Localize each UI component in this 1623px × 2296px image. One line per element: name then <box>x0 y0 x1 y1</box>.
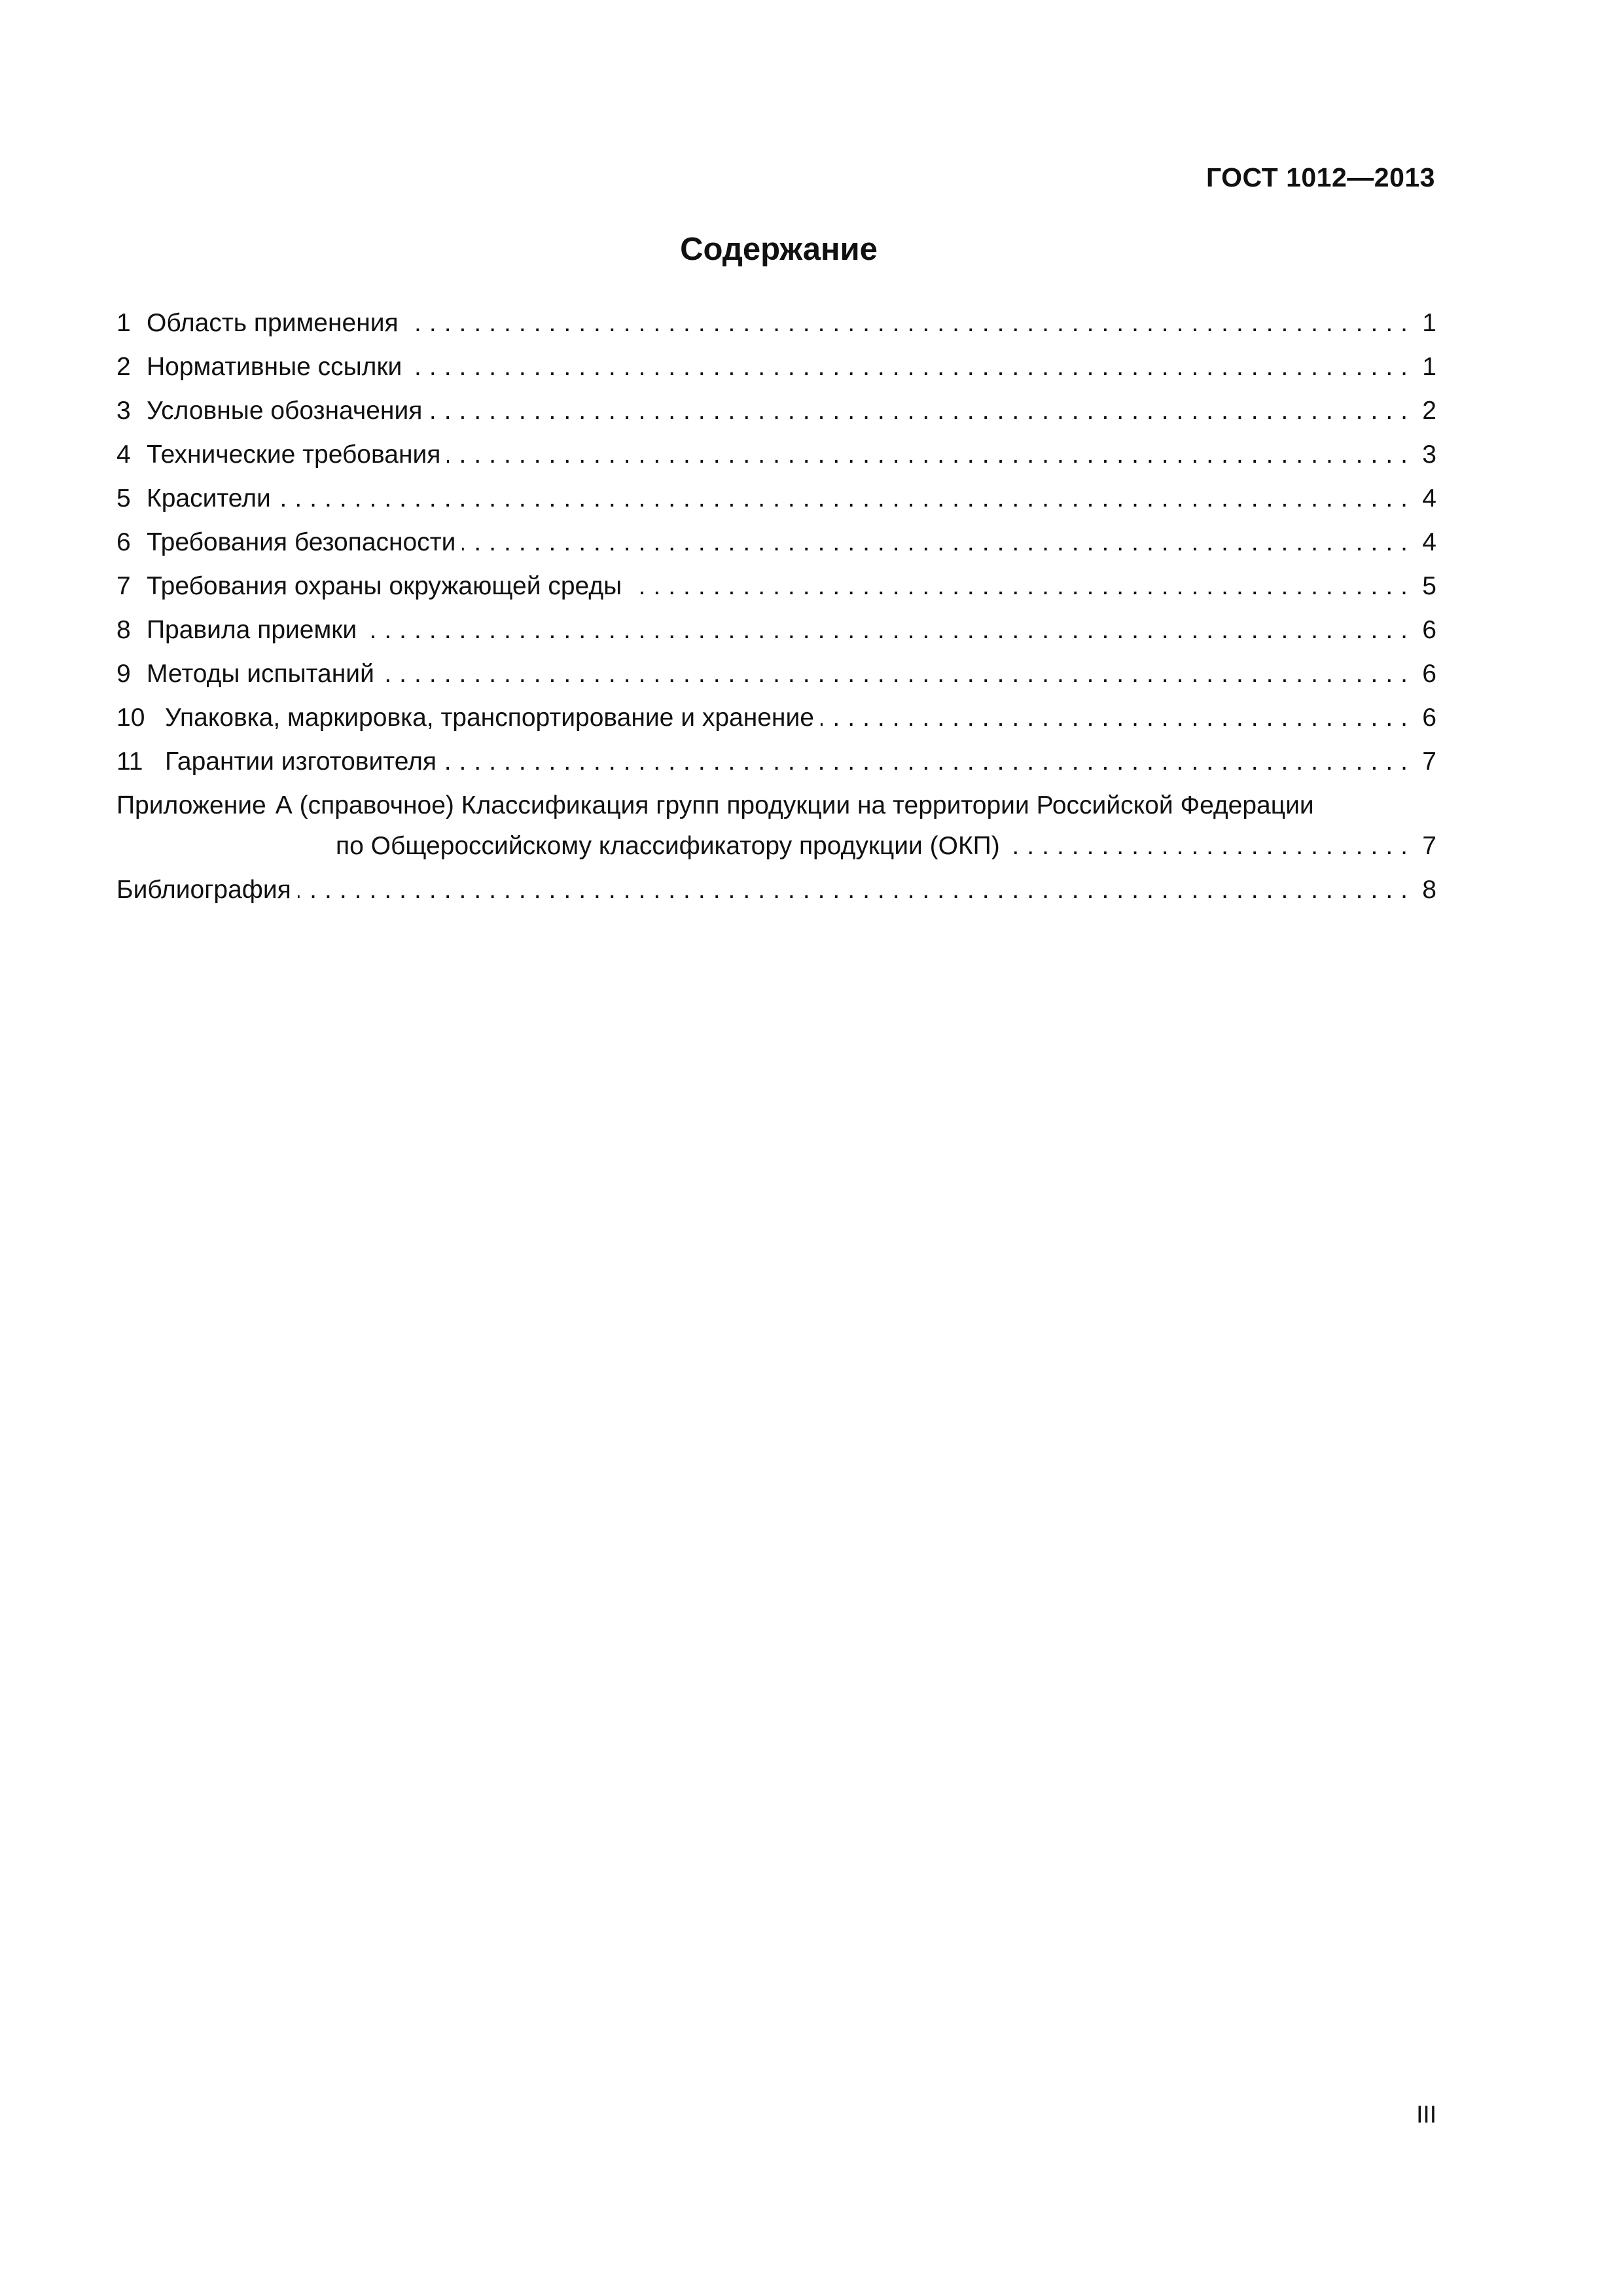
toc-entry-number: 1 <box>116 309 131 337</box>
bibliography-label: Библиография <box>116 876 291 904</box>
toc-leader-dots <box>381 652 1416 696</box>
toc-entry-number: 4 <box>116 440 131 469</box>
table-of-contents <box>116 301 1436 912</box>
toc-leader-dots <box>628 564 1416 608</box>
toc-entry-page: 1 <box>1422 353 1436 381</box>
toc-appendix-entry[interactable] <box>116 783 1436 868</box>
toc-entry-label: Область применения <box>147 309 399 337</box>
toc-leader-dots <box>1007 824 1416 868</box>
document-code: ГОСТ 1012—2013 <box>1205 162 1435 192</box>
toc-entry-page: 4 <box>1422 528 1436 556</box>
toc-leader-dots <box>405 301 1416 345</box>
toc-entry-label: Гарантии изготовителя <box>165 747 437 776</box>
toc-leader-dots <box>462 520 1416 564</box>
toc-entry[interactable] <box>116 301 1436 345</box>
toc-entry[interactable] <box>116 345 1436 389</box>
appendix-page: 7 <box>1422 832 1436 860</box>
toc-entry-number: 11 <box>116 747 143 776</box>
appendix-prefix: Приложение <box>116 791 266 819</box>
toc-entry-label: Требования охраны окружающей среды <box>147 572 622 600</box>
toc-leader-dots <box>298 868 1416 912</box>
toc-entry-number: 3 <box>116 397 131 425</box>
toc-entry-number: 8 <box>116 616 131 644</box>
appendix-second-line <box>116 824 1436 868</box>
toc-leader-dots <box>363 608 1416 652</box>
toc-entry-label: Нормативные ссылки <box>147 353 402 381</box>
bibliography-page: 8 <box>1422 876 1436 904</box>
toc-entry-number: 7 <box>116 572 131 600</box>
toc-entry-number: 5 <box>116 484 131 512</box>
toc-leader-dots <box>277 476 1416 520</box>
toc-entry-page: 5 <box>1422 572 1436 600</box>
toc-entry-label: Упаковка, маркировка, транспортирование и хранение <box>165 704 814 732</box>
toc-entry-number: 2 <box>116 353 131 381</box>
toc-entry-label: Правила приемки <box>147 616 357 644</box>
toc-entry[interactable] <box>116 652 1436 696</box>
toc-leader-dots <box>429 389 1416 433</box>
toc-entry-page: 4 <box>1422 484 1436 512</box>
toc-leader-dots <box>443 740 1416 783</box>
toc-entry-label: Методы испытаний <box>147 660 374 688</box>
toc-bibliography-entry[interactable] <box>116 868 1436 912</box>
toc-entry[interactable] <box>116 696 1436 740</box>
toc-leader-dots <box>408 345 1416 389</box>
toc-leader-dots <box>447 433 1416 476</box>
toc-entry-number: 9 <box>116 660 131 688</box>
toc-entry-label: Технические требования <box>147 440 441 469</box>
toc-entry[interactable] <box>116 564 1436 608</box>
toc-entry-page: 7 <box>1422 747 1436 776</box>
toc-entry-label: Требования безопасности <box>147 528 456 556</box>
appendix-title-part2: по Общероссийскому классификатору продукции (ОКП) <box>336 832 1000 860</box>
toc-entry-label: Красители <box>147 484 271 512</box>
toc-entry-page: 3 <box>1422 440 1436 469</box>
footer-page-number: III <box>1416 2101 1436 2128</box>
toc-entry[interactable] <box>116 476 1436 520</box>
toc-entry[interactable] <box>116 389 1436 433</box>
toc-entry[interactable] <box>116 740 1436 783</box>
toc-entry-page: 6 <box>1422 616 1436 644</box>
toc-entry-page: 2 <box>1422 397 1436 425</box>
appendix-first-line <box>116 783 1436 824</box>
toc-entry[interactable] <box>116 520 1436 564</box>
toc-entry-number: 10 <box>116 704 145 732</box>
toc-entry[interactable] <box>116 608 1436 652</box>
toc-entry-label: Условные обозначения <box>147 397 423 425</box>
toc-entry[interactable] <box>116 433 1436 476</box>
toc-title: Содержание <box>680 232 878 267</box>
appendix-title-part1: А (справочное) Классификация групп продукции на территории Российской Федерации <box>275 791 1314 819</box>
toc-entry-page: 6 <box>1422 704 1436 732</box>
toc-entry-page: 6 <box>1422 660 1436 688</box>
toc-entry-number: 6 <box>116 528 131 556</box>
toc-leader-dots <box>821 696 1416 740</box>
toc-entry-page: 1 <box>1422 309 1436 337</box>
